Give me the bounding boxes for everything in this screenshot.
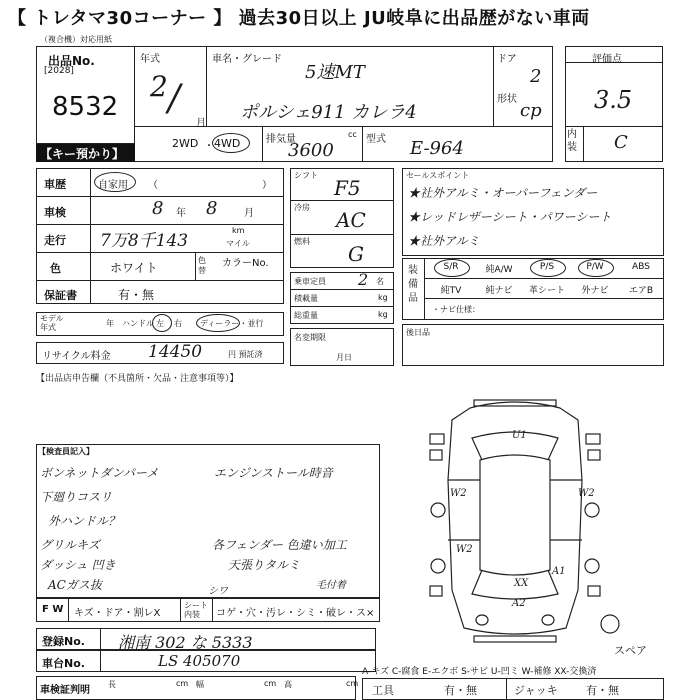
aircon-value: AC	[336, 208, 366, 232]
spare-label: スペア	[614, 644, 647, 657]
equipment-circle	[578, 259, 614, 277]
equipment-item: エアB	[628, 286, 654, 296]
sales-point-3: ★社外アルミ	[408, 234, 480, 248]
drive-4wd: 4WD	[214, 137, 241, 150]
shape-label: 形状	[497, 94, 517, 105]
year-value: 2	[150, 70, 168, 103]
equipment-label: 装備品	[408, 265, 418, 304]
equipment-circle	[434, 259, 470, 277]
disp-cc: cc	[348, 130, 357, 139]
note-box	[402, 324, 664, 366]
year-month-unit: 月	[196, 118, 206, 129]
navi-spec: ・ナビ仕様：	[432, 305, 480, 314]
registration-value: 湘南 302 な 5333	[118, 633, 253, 652]
chassis-value: LS 405070	[158, 652, 241, 670]
sales-point-1: ★社外アルミ・オーバーフェンダー	[408, 186, 598, 200]
lot-number: 8532	[52, 92, 119, 122]
form-subnote: （複合機）対応用紙	[40, 35, 112, 44]
model-line2: ポルシェ911 カレラ4	[240, 102, 417, 123]
handle-right: 右	[174, 319, 182, 328]
history-label: 車歴	[44, 178, 66, 191]
doors-value: 2	[530, 66, 542, 87]
warranty-value: 有・無	[118, 288, 155, 302]
equipment-item: 純TV	[440, 286, 462, 296]
equipment-item: ABS	[632, 262, 650, 272]
key-label: 【キー預かり】	[36, 144, 135, 162]
color-no-label: カラーNo.	[222, 258, 269, 269]
banner-title: 【 トレタマ30コーナー 】 過去30日以上 JU岐阜に出品歴がない車両	[0, 0, 700, 34]
inspection-month: 8	[206, 198, 218, 219]
fuel-value: G	[348, 242, 364, 266]
inspection-year: 8	[152, 198, 164, 219]
warranty-label: 保証書	[44, 289, 77, 302]
equipment-item: 革シート	[528, 286, 565, 296]
color-value: ホワイト	[110, 261, 158, 275]
recycle-label: リサイクル料金	[42, 351, 111, 362]
color-label: 色	[50, 262, 61, 275]
inspection-label: 車検	[44, 206, 66, 219]
grade-score: 3.5	[594, 86, 633, 114]
shape-value: cp	[520, 100, 542, 121]
type-label: 型式	[366, 134, 386, 145]
equipment-item: 純ナビ	[485, 286, 513, 296]
interior-value: C	[614, 132, 628, 153]
model-line1: 5速MT	[305, 62, 365, 83]
equipment-circle	[530, 259, 566, 277]
dealer-parallel: ディーラー・並行	[200, 319, 264, 328]
interior-label: 内装	[567, 129, 577, 153]
history-value: 自家用	[98, 180, 128, 191]
inspector-label: 【検査員記入】	[38, 447, 94, 456]
lot-small: [2028]	[44, 66, 74, 76]
capacity-value: 2	[358, 270, 369, 289]
lot-label: 出品No.	[48, 54, 95, 68]
grade-label: 評価点	[592, 54, 622, 65]
equipment-item: S/R	[443, 262, 459, 272]
model-label: 車名・グレード	[212, 54, 282, 65]
legend: A-キズ C-腐食 E-エクボ S-サビ U-凹ミ W-補修 XX-交換済	[362, 667, 597, 677]
equipment-item: P/S	[539, 262, 555, 272]
disp-label: 排気量	[266, 134, 296, 145]
disp-value: 3600	[288, 140, 334, 161]
declaration-label: 【出品店申告欄（不具箇所・欠品・注意事項等）】	[36, 374, 239, 384]
equipment-item: P/W	[586, 262, 604, 272]
note-label: 後日品	[406, 328, 430, 337]
handle-left: 左	[156, 319, 164, 328]
mileage-label: 走行	[44, 234, 66, 247]
year-label: 年式	[140, 54, 160, 65]
drive-2wd: 2WD	[172, 137, 199, 150]
equipment-item: 純A/W	[485, 265, 513, 275]
sales-point-2: ★レッドレザーシート・パワーシート	[408, 210, 612, 224]
recycle-value: 14450	[148, 342, 203, 362]
mileage-value: 7万8千143	[100, 231, 189, 251]
type-value: E-964	[410, 138, 464, 159]
sales-points-label: セールスポイント	[406, 171, 470, 180]
shift-value: F5	[334, 176, 361, 200]
doors-label: ドア	[497, 54, 517, 65]
equipment-item: 外ナビ	[581, 286, 609, 296]
